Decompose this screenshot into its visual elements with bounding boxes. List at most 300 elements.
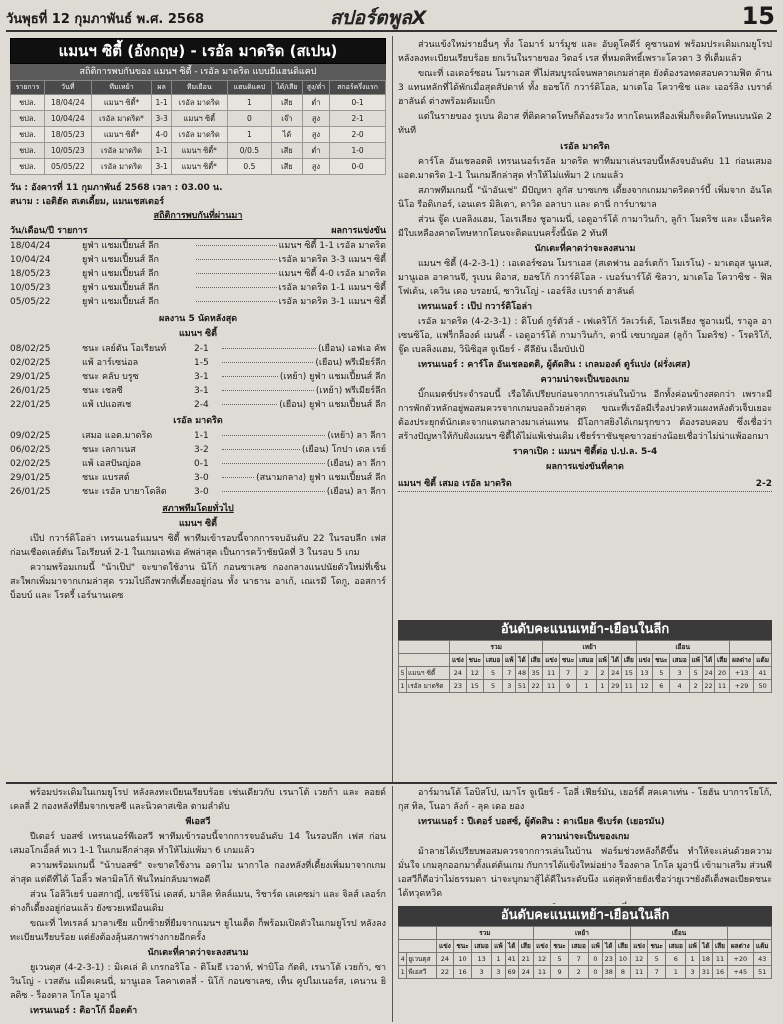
table-sub-header: เสมอ bbox=[670, 654, 689, 667]
h2h-cell: เสีย bbox=[272, 159, 303, 175]
table-row bbox=[399, 667, 772, 680]
dot-leader bbox=[196, 295, 277, 302]
table-sub-header: เสีย bbox=[712, 940, 727, 953]
h2h-cell: 0 bbox=[227, 111, 271, 127]
chance-text: ม้าลายได้เปรียบพอสมควรจากการเล่นในบ้าน ฟอร์มช่วงหลังก็ดีขึ้น ทำให้จะเล่นด้วยความมั่นใจ เกมลุกออกมาตั้งแต่ต้นเกม กับการได้แข้งใหม่อย่าง ร็องดาล โกโล มูอานี่ เข้ามาเสริม ส่วนพีเอสวีก็ดีอว่าไม่ธรรมดา น่าจะบุกมาสู้ได้ดีในระดับนึง แต่สุดท้ายยังเชื่อว่ายูเวฯยังดีเต็งพอเบียดชนะได้หวุดหวิด bbox=[398, 847, 772, 899]
chance-text: บิ๊กแมตช์ประจำรอบนี้ เรือใต้เปรียบก่อนจากการเล่นในบ้าน อีกทั้งค่อนข้างสดกว่า เพราะมีการพักตัวหลักอยู่พอสมควรจากเกมบอลถ้วยล่าสุด ขณะที่เรอัลมีเรื่องปวดหัวแผงหลังตัวเจ็บเยอะต้องประยุกต์นักเตะจากแดนกลางมาเล่นแทน มีโอกาสยิงได้เกมรุกขาว ต้องรอบคอบ ซึ่งเชื่อว่าสร้างปัญหาให้กับฝั่งแมนฯ ซิตี้ได้ไม่แพ้เช่นเดิม เชียร์ราชันชุดขาวอย่างน้อยเชื่อว่าไม่น่าแพ้ออกมา bbox=[398, 390, 772, 442]
h2h-col-header: แฮนดิแคป bbox=[227, 81, 271, 95]
table-cell: 12 bbox=[533, 953, 550, 966]
last5-score: 3-0 bbox=[194, 473, 209, 483]
last5-row bbox=[10, 443, 386, 457]
h2h-col-header: รายการ bbox=[11, 81, 45, 95]
h2h-cell: 0.5 bbox=[227, 159, 271, 175]
chance-title: ความน่าจะเป็นของเกม bbox=[540, 375, 630, 385]
table-cell: 11 bbox=[533, 966, 550, 979]
h2h-cell: 18/04/24 bbox=[45, 95, 92, 111]
h2h-cell: เรอัล มาดริด bbox=[171, 127, 227, 143]
coach-home: เทรนเนอร์ : ติอาโก้ ม็อตต้า bbox=[30, 1006, 138, 1016]
table-cell: 5 bbox=[689, 667, 702, 680]
table-cell: 16 bbox=[454, 966, 472, 979]
header-rule bbox=[6, 30, 777, 32]
match-datetime: วัน : อังคารที่ 11 กุมภาพันธ์ 2568 เวลา : 03.00 น. bbox=[10, 183, 223, 193]
last5-score: 2-4 bbox=[194, 400, 209, 410]
h2h-cell: สูง bbox=[302, 159, 329, 175]
last5-score: 3-2 bbox=[194, 445, 209, 455]
league-table-title: อันดับคะแนนเหย้า-เยือนในลีก bbox=[398, 906, 772, 926]
table-cell: 11 bbox=[715, 680, 730, 693]
table-sub-header: เสีย bbox=[528, 654, 543, 667]
lineup-away: เรอัล มาดริด (4-2-3-1) : ติโบต์ กูร์ตัวส์ - เฟเดริโก้ วัลเวร์เด้, โอเรเลียง ชูอาเมนี่, ราอูล อาเซนซิโอ, แฟร็กล็องด์ เมนดี้ - เอดูอาร์โด้ กามาวินก้า, ดานี่ เซบาญอส (ลูก้า โมดริช) - โรดริโก้, จู๊ด เบลลิงแฮม, วินิซิอุส จูเนียร์ - คีลียัน เอ็มบัปเป้ bbox=[398, 317, 772, 355]
dot-leader bbox=[196, 253, 277, 260]
table-points: 51 bbox=[753, 966, 772, 979]
prediction-score: 2-2 bbox=[755, 479, 772, 489]
table-sub-header: ได้ bbox=[516, 654, 529, 667]
dot-leader bbox=[222, 384, 314, 391]
table-group-header: เหย้า bbox=[543, 641, 636, 654]
table-cell: 1 bbox=[492, 953, 505, 966]
table-sub-header: เสมอ bbox=[569, 940, 589, 953]
table-team: เรอัล มาดริด bbox=[406, 680, 449, 693]
team-a-name: แมนฯ ซิตี้ bbox=[178, 329, 218, 339]
table-cell: 5 bbox=[648, 953, 666, 966]
prediction-text: แมนฯ ซิตี้ เสมอ เรอัล มาดริด bbox=[398, 479, 512, 489]
h2h-col-header: วันที่ bbox=[45, 81, 92, 95]
article-body bbox=[10, 786, 386, 814]
table-goal-diff: +20 bbox=[728, 953, 753, 966]
table-cell: 23 bbox=[450, 680, 467, 693]
table-sub-header: เสมอ bbox=[471, 940, 491, 953]
past-competition: ยูฟ่า แชมเปี้ยนส์ ลีก bbox=[82, 241, 159, 251]
table-cell: 11 bbox=[543, 667, 560, 680]
table-cell: 13 bbox=[636, 667, 653, 680]
h2h-cell: แมนฯ ซิตี้* bbox=[171, 159, 227, 175]
table-sub-header: ผลต่าง bbox=[728, 940, 753, 953]
team-b-name: เรอัล มาดริด bbox=[173, 416, 223, 426]
table-cell: 24 bbox=[702, 667, 715, 680]
table-cell: 10 bbox=[454, 953, 472, 966]
last5-row bbox=[10, 370, 386, 384]
table-sub-header: แข่ง bbox=[543, 654, 560, 667]
past-date: 18/04/24 bbox=[10, 241, 51, 251]
last5-row bbox=[10, 471, 386, 485]
table-sub-header: ได้ bbox=[699, 940, 712, 953]
article-paragraph: ขณะที่ ไทเรลล์ มาลาเซีย แบ็กซ้ายที่ยืมจากแมนฯ ยูไนเต็ด ก็พร้อมเปิดตัวในเกมยูโรป หลังลงทะเบียนเรียบร้อย แต่ยังต้องลุ้นสภาพร่างกายอีกครั้ง bbox=[10, 919, 386, 943]
table-cell: 22 bbox=[528, 680, 543, 693]
h2h-cell: ชปล. bbox=[11, 111, 45, 127]
last5-row bbox=[10, 384, 386, 398]
dot-leader bbox=[222, 443, 300, 450]
table-cell: 5 bbox=[551, 953, 569, 966]
last5-opponent: แพ้ อาร์เซน่อล bbox=[82, 358, 139, 368]
h2h-cell: เรอัล มาดริด bbox=[171, 95, 227, 111]
lineup-title: นักเตะที่คาดว่าจะลงสนาม bbox=[534, 244, 636, 254]
h2h-row bbox=[11, 143, 386, 159]
past-meeting-row bbox=[10, 295, 386, 309]
article-paragraph: คาร์โล อันเชลอตติ เทรนเนอร์เรอัล มาดริด พาทีมมาเล่นรอบนี้หลังจบอันดับ 11 ก่อนเสมอแอต.มาดริด 1-1 ในเกมลีกล่าสุด ทำให้ไม่แพ้มา 2 เกมแล้ว bbox=[398, 157, 772, 181]
last5-date: 22/01/25 bbox=[10, 400, 51, 410]
page-header bbox=[0, 0, 783, 32]
h2h-cell: 0-1 bbox=[330, 95, 386, 111]
past-meetings-title: สถิติการพบกันที่ผ่านมา bbox=[153, 211, 243, 221]
last5-row bbox=[10, 398, 386, 412]
coach-away: เทรนเนอร์ : ปีเตอร์ บอสซ์, ผู้ตัดสิน : ดาเนียล ซีเบร์ต (เยอรมัน) bbox=[418, 817, 665, 827]
h2h-cell: 1-1 bbox=[152, 143, 171, 159]
table-team: ยูเวนตุส bbox=[407, 953, 437, 966]
table-sub-header: แพ้ bbox=[689, 654, 702, 667]
h2h-cell: 3-3 bbox=[152, 111, 171, 127]
last5-opponent: ชนะ เลกาเนส bbox=[82, 445, 136, 455]
last5-opponent: เสมอ แอต.มาดริด bbox=[82, 431, 153, 441]
h2h-col-header: สกอร์ครึ่งแรก bbox=[330, 81, 386, 95]
h2h-cell: 0/0.5 bbox=[227, 143, 271, 159]
table-cell: 15 bbox=[466, 680, 483, 693]
h2h-col-header: ผล bbox=[152, 81, 171, 95]
table-sub-header: ได้ bbox=[602, 940, 615, 953]
last5-score: 3-1 bbox=[194, 372, 209, 382]
h2h-stats-title: สถิติการพบกันของ แมนฯ ซิตี้ - เรอัล มาดริด แบบมีแฮนดิแคป bbox=[10, 64, 386, 80]
article-body bbox=[10, 532, 386, 603]
table-sub-header: เสีย bbox=[518, 940, 533, 953]
last5-date: 08/02/25 bbox=[10, 344, 51, 354]
table-cell: 2 bbox=[596, 667, 609, 680]
past-meeting-row bbox=[10, 253, 386, 267]
past-competition: ยูฟ่า แชมเปี้ยนส์ ลีก bbox=[82, 255, 159, 265]
h2h-cell: 1-0 bbox=[330, 143, 386, 159]
table-cell: 7 bbox=[503, 667, 516, 680]
lineup-title: นักเตะที่คาดว่าจะลงสนาม bbox=[147, 948, 249, 958]
column-divider bbox=[392, 36, 393, 782]
h2h-cell: 05/05/22 bbox=[45, 159, 92, 175]
table-sub-header: แข่ง bbox=[436, 940, 453, 953]
h2h-cell: สูง bbox=[302, 127, 329, 143]
h2h-cell: ชปล. bbox=[11, 95, 45, 111]
last5-row bbox=[10, 429, 386, 443]
table-cell: 41 bbox=[505, 953, 518, 966]
table-cell: 13 bbox=[471, 953, 491, 966]
table-cell: 29 bbox=[609, 680, 622, 693]
table-cell: 3 bbox=[503, 680, 516, 693]
table-sub-header: เสมอ bbox=[666, 940, 686, 953]
table-goal-diff: +45 bbox=[728, 966, 753, 979]
table-cell: 1 bbox=[596, 680, 609, 693]
article-paragraph: เป๊ป กวาร์ดิโอล่า เทรนเนอร์แมนฯ ซิตี้ พาทีมเข้ารอบนี้จากการจบอันดับ 22 ในรอบลีก เฟส ก่อนเชือดเลย์ตัน โอเรียนท์ 2-1 ในเกมเอฟเอ คัพล่าสุด เป็นการคว้าชัยนัดที่ 3 ในรอบ 5 เกม bbox=[10, 534, 386, 558]
last5-date: 26/01/25 bbox=[10, 386, 51, 396]
h2h-cell: 10/05/23 bbox=[45, 143, 92, 159]
table-sub-header: แข่ง bbox=[636, 654, 653, 667]
table-cell: 1 bbox=[666, 966, 686, 979]
match2-column-right bbox=[398, 786, 772, 904]
last5-row bbox=[10, 485, 386, 499]
h2h-cell: เสีย bbox=[272, 143, 303, 159]
last5-date: 26/01/25 bbox=[10, 487, 51, 497]
table-cell: 22 bbox=[702, 680, 715, 693]
table-cell: 7 bbox=[559, 667, 576, 680]
form-team-name: แมนฯ ซิตี้ bbox=[178, 519, 218, 529]
past-competition: ยูฟ่า แชมเปี้ยนส์ ลีก bbox=[82, 269, 159, 279]
last5-score: 3-0 bbox=[194, 487, 209, 497]
table-cell: 11 bbox=[630, 966, 647, 979]
h2h-col-header: ได้/เสีย bbox=[272, 81, 303, 95]
table-cell: 24 bbox=[518, 966, 533, 979]
match-title-banner: แมนฯ ซิตี้ (อังกฤษ) - เรอัล มาดริด (สเปน) bbox=[10, 38, 386, 64]
table-cell: 6 bbox=[666, 953, 686, 966]
last5-opponent: ชนะ คลับ บรูซ bbox=[82, 372, 139, 382]
table-team: พีเอสวี bbox=[407, 966, 437, 979]
table-corner bbox=[399, 654, 450, 667]
article-paragraph: ความพร้อมเกมนี้ "น้าบอสซ์" จะขาดใช้งาน อดาไม นากาไล กองหลังที่เดี้ยงเพิ่มมาจากเกมล่าสุด แต่ดีที่ได้ โอลิ้ว ฟลามิลโก้ ฟันใหม่กลับมาพอดี bbox=[10, 861, 386, 885]
article-paragraph: สภาพทีมเกมนี้ "น้าอันเช่" มีปัญหา ลูกัส บาซเกซ เดี้ยงจากเกมมาดริดดาร์บี้ เพิ่มจาก อันโตนิโอ รือดิเกอร์, เอนเดร มิลิเตา, ดาวิด อลาบา และ ดานี่ การ์บาฆาล bbox=[398, 186, 772, 210]
h2h-cell: สูง bbox=[302, 111, 329, 127]
last5-date: 29/01/25 bbox=[10, 372, 51, 382]
article-paragraph: ขณะที่ เอเดอร์ซอน โมราเอส ที่ไม่สมบูรณ์จนพลาดเกมล่าสุด ยังต้องรอทดสอบความฟิต ด้าน 3 แทนหลักที่ได้พักเมื่อสุดสัปดาห์ ทั้ง ยอชโก้ กวาร์ดิโอล, มาเตโอ โควาซิช และ เออร์ลิง เบราต์ ฮาลันด์ ต่างพร้อมคัมแบ็ก bbox=[398, 69, 772, 107]
article-paragraph: ส่วน จู๊ด เบลลิงแฮม, โอเรเลียง ชูอาเมนี่, เอดูอาร์โด้ กามาวินก้า, ลูก้า โมดริช และ เอ็นดริค มีใบเหลืองคาดโทษหากโดนจะติดแบนครั้งนี้นัด 2 ทันที bbox=[398, 215, 772, 239]
table-cell: 12 bbox=[466, 667, 483, 680]
table-cell: 7 bbox=[569, 953, 589, 966]
h2h-table bbox=[10, 80, 386, 175]
team-a-last5-list bbox=[10, 342, 386, 412]
h2h-cell: 1 bbox=[227, 127, 271, 143]
table-cell: 4 bbox=[670, 680, 689, 693]
h2h-row bbox=[11, 95, 386, 111]
table-goal-diff: +29 bbox=[729, 680, 753, 693]
h2h-cell: 18/05/23 bbox=[45, 127, 92, 143]
table-sub-header: ชนะ bbox=[653, 654, 670, 667]
last5-opponent: ชนะ แบรสต์ bbox=[82, 473, 130, 483]
past-result: แมนฯ ซิตี้ 4-0 เรอัล มาดริด bbox=[278, 269, 386, 279]
table-corner bbox=[399, 641, 450, 654]
lineup-away bbox=[10, 1019, 386, 1020]
table-sub-header: เสีย bbox=[715, 654, 730, 667]
table-row bbox=[399, 966, 772, 979]
table-sub-header: แข่ง bbox=[630, 940, 647, 953]
match1-column-left bbox=[10, 38, 386, 780]
table-sub-header: ได้ bbox=[505, 940, 518, 953]
h2h-cell: 1 bbox=[227, 95, 271, 111]
h2h-cell: แมนฯ ซิตี้* bbox=[91, 95, 152, 111]
table-cell: 3 bbox=[471, 966, 491, 979]
past-date: 10/05/23 bbox=[10, 283, 51, 293]
table-cell: 3 bbox=[492, 966, 505, 979]
table-cell: 2 bbox=[569, 966, 589, 979]
last5-row bbox=[10, 342, 386, 356]
last5-score: 3-1 bbox=[194, 386, 209, 396]
table-cell: 16 bbox=[712, 966, 727, 979]
table-sub-header: เสีย bbox=[615, 940, 630, 953]
last5-score: 1-1 bbox=[194, 431, 209, 441]
column-divider bbox=[392, 786, 393, 1022]
h2h-cell: 4-0 bbox=[152, 127, 171, 143]
h2h-cell: แมนฯ ซิตี้* bbox=[91, 127, 152, 143]
h2h-row bbox=[11, 159, 386, 175]
table-sub-header: แพ้ bbox=[686, 940, 699, 953]
table-cell: 3 bbox=[670, 667, 689, 680]
form-title: สภาพทีมโดยทั่วไป bbox=[162, 504, 234, 514]
table-sub-header: แพ้ bbox=[589, 940, 602, 953]
table-rank: 1 bbox=[399, 680, 407, 693]
dot-leader bbox=[196, 239, 277, 246]
h2h-cell: เสีย bbox=[272, 95, 303, 111]
table-cell: 3 bbox=[686, 966, 699, 979]
match2-column-left bbox=[10, 786, 386, 1020]
chance-title: ความน่าจะเป็นของเกม bbox=[540, 832, 630, 842]
table-cell: 0 bbox=[589, 966, 602, 979]
section-divider bbox=[6, 782, 777, 784]
last5-score: 2-1 bbox=[194, 344, 209, 354]
table-points: 50 bbox=[754, 680, 772, 693]
lineup-away-cont: อาร์มานโด้ โอบิสโป, เมาโร จูเนียร์ - โอลี่ เฟียร์มัน, เยอร์ดี้ สคเคาเท่น - โยฮัน บาการโยโก้, กุส ทิล, โนอา ลังก์ - ลุค เดอ ยอง bbox=[398, 788, 772, 812]
table-sub-header: ได้ bbox=[609, 654, 622, 667]
h2h-cell: เรอัล มาดริด bbox=[91, 143, 152, 159]
psv-section-title: พีเอสวี bbox=[185, 817, 211, 827]
table-cell: 24 bbox=[436, 953, 453, 966]
last5-opponent: ชนะ เลย์ตัน โอเรียนท์ bbox=[82, 344, 167, 354]
masthead-logo: สปอร์ตพูลX bbox=[330, 7, 427, 29]
h2h-cell: เรอัล มาดริด* bbox=[91, 111, 152, 127]
article-paragraph: ความพร้อมเกมนี้ "น้าเป๊ป" จะขาดใช้งาน นิโก้ กอนซาเลซ กองกลางแนปนัยตัวใหม่ที่เซ็นสะใพกเพิ่มมาจากเกมล่าสุด รวมไปถึงพวกที่เดี้ยงอยู่ก่อน ทั้ง นาธาน อาเก้, เณเรมี โดกู, ออสการ์ บ็อบบ์ และ โรดรี้ เอร์นานเดซ bbox=[10, 563, 386, 601]
past-competition: ยูฟ่า แชมเปี้ยนส์ ลีก bbox=[82, 297, 159, 307]
h2h-col-header: ทีมเยือน bbox=[171, 81, 227, 95]
issue-date: วันพุธที่ 12 กุมภาพันธ์ พ.ศ. 2568 bbox=[6, 12, 205, 27]
real-section-title: เรอัล มาดริด bbox=[560, 142, 610, 152]
table-group-header: เยือน bbox=[636, 641, 729, 654]
table-corner bbox=[399, 940, 437, 953]
table-cell: 11 bbox=[622, 680, 637, 693]
table-cell: 23 bbox=[602, 953, 615, 966]
last5-opponent: ชนะ เรอัล บายาโดลิด bbox=[82, 487, 167, 497]
last5-competition: (เหย้า) พรีเมียร์ลีก bbox=[315, 386, 386, 396]
table-group-header: เหย้า bbox=[533, 927, 630, 940]
article-paragraph: พร้อมประเดิมในเกมยูโรป หลังลงทะเบียนเรียบร้อย เช่นเดียวกับ เรนาโต้ เวยก้า และ ลอยด์ เคลลี่ 2 กองหลังที่ยืมจากเชลซี และนิวคาสเซิล ตามลำดับ bbox=[10, 788, 386, 812]
table-sub-header: แข่ง bbox=[450, 654, 467, 667]
table-cell: 31 bbox=[699, 966, 712, 979]
table-cell: 10 bbox=[615, 953, 630, 966]
table-row bbox=[399, 953, 772, 966]
article-paragraph: ส่วนแข้งใหม่รายอื่นๆ ทั้ง โอมาร์ มาร์มูช และ อับดูโคดีร์ คูซานอฟ พร้อมประเดิมเกมยูโรป หลังลงทะเบียนเรียบร้อย ยกเว้นในรายของ วิตอร์ เรส ที่หมดสิทธิ์เพราะโควตา 3 ที่เต็มแล้ว bbox=[398, 40, 772, 64]
last5-competition: (เหย้า) ลา ลีกา bbox=[327, 431, 386, 441]
table-sub-header: แต้ม bbox=[754, 654, 772, 667]
table-sub-header: เสมอ bbox=[483, 654, 502, 667]
opening-price bbox=[398, 902, 772, 904]
last5-competition: (เยือน) ลา ลีกา bbox=[326, 459, 386, 469]
table-rank: 5 bbox=[399, 667, 407, 680]
h2h-cell: แมนฯ ซิตี้ bbox=[171, 111, 227, 127]
table-cell: 6 bbox=[653, 680, 670, 693]
last5-date: 06/02/25 bbox=[10, 445, 51, 455]
table-cell: 0 bbox=[589, 953, 602, 966]
table-cell: 12 bbox=[630, 953, 647, 966]
table-sub-header: ชนะ bbox=[648, 940, 666, 953]
table-goal-diff: +13 bbox=[729, 667, 753, 680]
table-cell: 1 bbox=[686, 953, 699, 966]
table-cell: 2 bbox=[689, 680, 702, 693]
h2h-cell: ชปล. bbox=[11, 159, 45, 175]
table-cell: 15 bbox=[622, 667, 637, 680]
table-cell: 24 bbox=[609, 667, 622, 680]
lineup-home: แมนฯ ซิตี้ (4-2-3-1) : เอเดอร์ซอน โมราเอส (สเตฟาน ออร์เตก้า โมเรโน) - มาเตอุส นูเนส, มานูเอล อาคานจี, รูเบน ดิอาส, ยอชโก้ กวาร์ดิโอล - เบอร์นาร์โด้ ซิลวา, มาเตโอ โควาซิช - ฟิล โฟเด้น, เควิน เดอ บรอยน์, ซาวินโญ่ - เออร์ลิง เบราต์ ฮาลันด์ bbox=[398, 259, 772, 297]
last5-score: 0-1 bbox=[194, 459, 209, 469]
h2h-cell: 10/04/24 bbox=[45, 111, 92, 127]
last5-competition: (เยือน) เอฟเอ คัพ bbox=[318, 344, 386, 354]
article-paragraph: ส่วน โอลิวิเยร์ บอสกาญี่, แซร์จิโน่ เดสต์, มาลิค ทิลล์แมน, ริชาร์ด เลเดซม่า และ จิลส์ เลอร์ก ต่างก็เดี้ยงอยู่ก่อนแล้ว ยังซวยเหมือนเดิม bbox=[10, 890, 386, 914]
table-cell: 69 bbox=[505, 966, 518, 979]
dot-leader bbox=[222, 429, 325, 436]
past-result: เรอัล มาดริด 3-1 แมนฯ ซิตี้ bbox=[278, 297, 386, 307]
table-cell: 35 bbox=[528, 667, 543, 680]
table-cell: 9 bbox=[551, 966, 569, 979]
past-competition: ยูฟ่า แชมเปี้ยนส์ ลีก bbox=[82, 283, 159, 293]
prediction-line bbox=[398, 477, 772, 492]
table-cell: 11 bbox=[712, 953, 727, 966]
last5-date: 02/02/25 bbox=[10, 358, 51, 368]
h2h-cell: 0-0 bbox=[330, 159, 386, 175]
past-date: 18/05/23 bbox=[10, 269, 51, 279]
table-cell: 48 bbox=[516, 667, 529, 680]
dot-leader bbox=[222, 485, 325, 492]
league-table-title: อันดับคะแนนเหย้า-เยือนในลีก bbox=[398, 620, 772, 640]
article-body bbox=[398, 155, 772, 241]
dot-leader bbox=[196, 267, 277, 274]
table-sub-header: ชนะ bbox=[466, 654, 483, 667]
h2h-cell: 3-1 bbox=[152, 159, 171, 175]
last5-date: 09/02/25 bbox=[10, 431, 51, 441]
table-cell: 11 bbox=[543, 680, 560, 693]
h2h-cell: เรอัล มาดริด bbox=[91, 159, 152, 175]
table-sub-header: แพ้ bbox=[503, 654, 516, 667]
table-cell: 5 bbox=[483, 680, 502, 693]
last5-opponent: แพ้ เอสปันญ่อล bbox=[82, 459, 142, 469]
table-group-header: รวม bbox=[450, 641, 543, 654]
last5-competition: (เหย้า) ยูฟ่า แชมเปี้ยนส์ ลีก bbox=[279, 372, 386, 382]
last5-score: 1-5 bbox=[194, 358, 209, 368]
coach-away: เทรนเนอร์ : คาร์โล อันเชลอตติ, ผู้ตัดสิน : เกลมองต์ ตูร์แปง (ฝรั่งเศส) bbox=[418, 360, 691, 370]
table-sub-header: ชนะ bbox=[551, 940, 569, 953]
coach-home: เทรนเนอร์ : เป๊ป กวาร์ดิโอล่า bbox=[418, 302, 533, 312]
table-sub-header: แข่ง bbox=[533, 940, 550, 953]
last5-date: 29/01/25 bbox=[10, 473, 51, 483]
table-sub-header: เสีย bbox=[622, 654, 637, 667]
table-cell: 7 bbox=[648, 966, 666, 979]
past-result: แมนฯ ซิตี้ 1-1 เรอัล มาดริด bbox=[278, 241, 386, 251]
last5-competition: (สนามกลาง) ยูฟ่า แชมเปี้ยนส์ ลีก bbox=[256, 473, 386, 483]
h2h-col-header: ทีมเหย้า bbox=[91, 81, 152, 95]
table-corner bbox=[729, 641, 771, 654]
opening-price: ราคาเปิด : แมนฯ ซิตี้ต่อ ป.ป.ล. 5-4 bbox=[512, 447, 658, 457]
last5-title: ผลงาน 5 นัดหลังสุด bbox=[158, 314, 238, 324]
h2h-cell: ชปล. bbox=[11, 143, 45, 159]
last5-row bbox=[10, 457, 386, 471]
past-meeting-row bbox=[10, 239, 386, 253]
h2h-cell: 2-1 bbox=[330, 111, 386, 127]
league-table-match2 bbox=[398, 906, 772, 979]
h2h-cell: ชปล. bbox=[11, 127, 45, 143]
table-points: 41 bbox=[754, 667, 772, 680]
past-head-left: วัน/เดือน/ปี รายการ bbox=[10, 226, 88, 236]
dot-leader bbox=[222, 370, 278, 377]
table-cell: 9 bbox=[559, 680, 576, 693]
table-cell: 5 bbox=[483, 667, 502, 680]
last5-opponent: แพ้ เปแอสเช bbox=[82, 400, 132, 410]
article-paragraph: ปีเตอร์ บอสซ์ เทรนเนอร์พีเอสวี พาทีมเข้ารอบนี้จากการจบอันดับ 14 ในรอบลีก เฟส ก่อนเสมอโกเอิ้ลส์ ทเว 1-1 ในเกมลีกล่าสุด ทำให้ไม่แพ้มา 6 เกมแล้ว bbox=[10, 832, 386, 856]
h2h-cell: 2-0 bbox=[330, 127, 386, 143]
h2h-cell: เจ๊า bbox=[272, 111, 303, 127]
last5-competition: (เยือน) ยูฟ่า แชมเปี้ยนส์ ลีก bbox=[279, 400, 386, 410]
table-cell: 38 bbox=[602, 966, 615, 979]
team-b-last5-list bbox=[10, 429, 386, 499]
table-cell: 18 bbox=[699, 953, 712, 966]
table-cell: 12 bbox=[636, 680, 653, 693]
dot-leader bbox=[196, 281, 277, 288]
h2h-cell: ต่ำ bbox=[302, 143, 329, 159]
